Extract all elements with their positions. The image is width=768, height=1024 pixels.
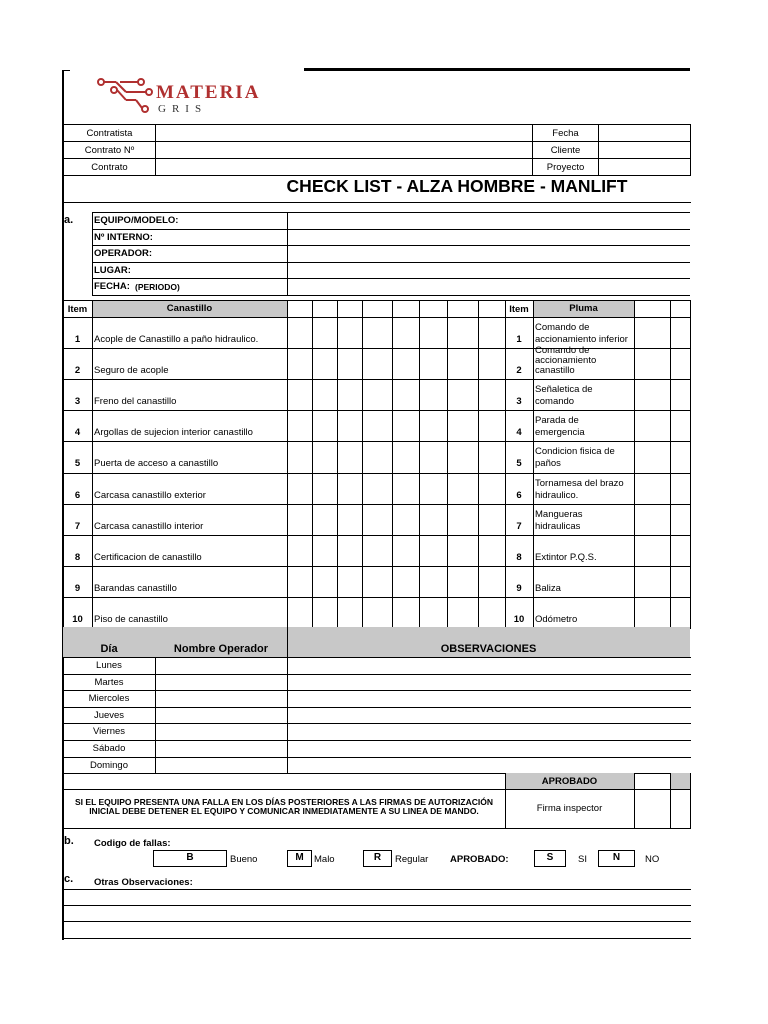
check-cell[interactable] [363, 318, 392, 348]
contrato-no-field[interactable] [156, 142, 533, 159]
item-header: Item [67, 304, 88, 315]
aprobado-cell-bg [670, 773, 690, 789]
cliente-field[interactable] [599, 142, 691, 159]
check-cell[interactable] [635, 380, 670, 410]
operator-name-input[interactable] [156, 708, 286, 724]
item-number: 4 [516, 427, 522, 439]
header-table [63, 124, 691, 176]
item-number: 9 [516, 582, 522, 594]
check-cell[interactable] [393, 474, 419, 504]
check-cell[interactable] [448, 349, 478, 379]
cliente-label: Cliente [533, 142, 599, 159]
pluma-item-label: hidraulico. [535, 489, 579, 501]
check-cell[interactable] [420, 318, 447, 348]
grid-line [63, 828, 691, 829]
grid-line [505, 773, 506, 829]
frame-top-border [304, 68, 690, 71]
item-number: 1 [516, 334, 522, 345]
check-cell[interactable] [393, 567, 419, 597]
check-cell[interactable] [338, 505, 362, 535]
code-b-box: B [153, 850, 227, 867]
check-cell[interactable] [363, 442, 392, 472]
firma-inspector-label: Firma inspector [536, 803, 603, 815]
pluma-header: Pluma [569, 303, 598, 314]
day-label: Miercoles [88, 693, 130, 705]
fecha-label: Fecha [533, 125, 599, 142]
check-cell[interactable] [338, 474, 362, 504]
pluma-item-label: hidraulicas [535, 520, 581, 532]
day-label: Martes [94, 676, 124, 688]
observation-input[interactable] [288, 708, 690, 724]
check-cell[interactable] [448, 536, 478, 566]
check-cell[interactable] [420, 474, 447, 504]
observation-input[interactable] [288, 741, 690, 757]
section-c-label: c. [64, 873, 74, 885]
nombre-operador-header: Nombre Operador [173, 643, 269, 655]
check-cell[interactable] [479, 474, 505, 504]
pluma-item-label: Condicion fisica de [535, 446, 615, 458]
fecha-periodo-label: FECHA: [94, 281, 130, 292]
obs-line-2[interactable] [63, 905, 691, 906]
check-cell[interactable] [671, 349, 690, 379]
item-number: 8 [74, 551, 81, 563]
check-cell[interactable] [338, 442, 362, 472]
item-number: 2 [516, 365, 522, 377]
canastillo-item-label: Seguro de acople [94, 365, 169, 377]
check-cell[interactable] [313, 349, 337, 379]
check-cell[interactable] [288, 442, 312, 472]
check-cell[interactable] [338, 598, 362, 628]
item-number: 10 [72, 613, 83, 625]
check-cell[interactable] [288, 411, 312, 441]
item-number: 3 [516, 396, 522, 408]
frame-top-short [62, 70, 70, 71]
check-cell[interactable] [671, 567, 690, 597]
check-cell[interactable] [338, 536, 362, 566]
pluma-item-label: emergencia [535, 427, 585, 439]
check-cell[interactable] [393, 411, 419, 441]
operator-name-input[interactable] [156, 691, 286, 707]
canastillo-item-label: Carcasa canastillo interior [94, 520, 204, 532]
check-cell[interactable] [288, 474, 312, 504]
observation-input[interactable] [288, 724, 690, 740]
logo [96, 76, 286, 116]
check-cell[interactable] [671, 474, 690, 504]
section-a-field-label: Nº INTERNO: [94, 231, 153, 243]
logo-sub: GRIS [158, 103, 208, 115]
signature-cell[interactable] [671, 790, 690, 827]
pluma-item-label: comando [535, 396, 575, 408]
grid-line [92, 300, 93, 628]
operator-name-input[interactable] [156, 741, 286, 757]
check-cell[interactable] [288, 505, 312, 535]
check-cell[interactable] [635, 474, 670, 504]
observation-input[interactable] [288, 758, 690, 774]
observation-input[interactable] [288, 658, 690, 674]
check-cell[interactable] [288, 598, 312, 628]
check-cell[interactable] [671, 442, 690, 472]
check-cell[interactable] [420, 536, 447, 566]
check-cell[interactable] [448, 318, 478, 348]
check-cell[interactable] [338, 349, 362, 379]
check-cell[interactable] [420, 505, 447, 535]
check-cell[interactable] [313, 598, 337, 628]
item-header: Item [509, 304, 529, 315]
canastillo-item-label: Piso de canastillo [94, 613, 168, 625]
day-label: Sábado [92, 743, 126, 754]
dia-header: Día [100, 643, 118, 655]
grid-line [63, 300, 691, 301]
day-label: Domingo [89, 759, 129, 771]
section-a-field-input[interactable] [288, 246, 690, 261]
canastillo-item-label: Barandas canastillo [94, 582, 177, 594]
section-a-row-line [92, 295, 690, 296]
check-cell[interactable] [479, 536, 505, 566]
section-a-field-input[interactable] [288, 263, 690, 278]
check-cell[interactable] [479, 598, 505, 628]
contratista-label: Contratista [64, 125, 156, 142]
day-label: Lunes [96, 660, 122, 671]
check-cell[interactable] [393, 318, 419, 348]
section-a-field-label: EQUIPO/MODELO: [94, 215, 179, 226]
obs-line-3[interactable] [63, 921, 691, 922]
check-cell[interactable] [635, 536, 670, 566]
item-number: 10 [513, 613, 525, 625]
item-number: 7 [516, 520, 522, 532]
contratista-field[interactable] [156, 125, 533, 142]
pluma-item-label: Comando de [535, 345, 590, 357]
check-cell[interactable] [420, 567, 447, 597]
check-cell[interactable] [288, 536, 312, 566]
section-a-field-label: OPERADOR: [94, 248, 153, 259]
check-cell[interactable] [635, 598, 670, 628]
check-cell[interactable] [393, 380, 419, 410]
fecha-field[interactable] [599, 125, 691, 142]
day-label: Viernes [92, 726, 126, 738]
pluma-item-label: Señaletica de [535, 384, 593, 396]
item-number: 9 [74, 582, 81, 594]
check-cell[interactable] [671, 411, 690, 441]
check-cell[interactable] [420, 411, 447, 441]
check-cell[interactable] [635, 411, 670, 441]
check-cell[interactable] [313, 536, 337, 566]
proyecto-field[interactable] [599, 159, 691, 176]
check-cell[interactable] [363, 536, 392, 566]
si-box[interactable]: S [534, 850, 566, 867]
check-cell[interactable] [313, 474, 337, 504]
canastillo-item-label: Puerta de acceso a canastillo [94, 458, 219, 470]
pluma-item-label: Baliza [535, 582, 561, 594]
code-m-box: M [287, 850, 312, 867]
check-cell[interactable] [313, 567, 337, 597]
operator-name-input[interactable] [156, 724, 286, 740]
no-text: NO [645, 854, 660, 865]
section-a-field-input[interactable] [288, 213, 690, 228]
operator-name-input[interactable] [156, 658, 286, 674]
pluma-item-label: accionamiento [535, 355, 597, 367]
check-cell[interactable] [393, 598, 419, 628]
check-cell[interactable] [671, 380, 690, 410]
contrato-label: Contrato [64, 159, 156, 176]
observation-input[interactable] [288, 675, 690, 691]
check-cell[interactable] [635, 349, 670, 379]
check-cell[interactable] [479, 349, 505, 379]
si-text: SI [578, 854, 587, 865]
check-cell[interactable] [635, 318, 670, 348]
failure-notice: SI EL EQUIPO PRESENTA UNA FALLA EN LOS DÍAS POSTERIORES A LAS FIRMAS DE AUTORIZACIÓN [75, 797, 493, 808]
item-number: 3 [74, 396, 81, 408]
pluma-item-label: accionamiento inferior [535, 334, 628, 345]
grid-line [533, 300, 534, 628]
section-a-field-input[interactable] [288, 230, 690, 245]
check-cell[interactable] [479, 567, 505, 597]
check-cell[interactable] [363, 567, 392, 597]
check-cell[interactable] [479, 380, 505, 410]
code-m-text: Malo [314, 854, 335, 865]
check-cell[interactable] [448, 598, 478, 628]
check-cell[interactable] [420, 598, 447, 628]
check-cell[interactable] [448, 567, 478, 597]
circuit-logo-icon [96, 76, 154, 114]
item-number: 5 [74, 458, 81, 470]
check-cell[interactable] [393, 442, 419, 472]
item-number: 2 [74, 365, 81, 377]
check-cell[interactable] [635, 567, 670, 597]
aprobado-header: APROBADO [541, 776, 598, 788]
check-cell[interactable] [363, 349, 392, 379]
check-cell[interactable] [363, 411, 392, 441]
code-b-text: Bueno [230, 854, 258, 865]
pluma-item-label: Odómetro [535, 613, 578, 625]
check-cell[interactable] [313, 318, 337, 348]
obs-line-4[interactable] [63, 938, 691, 939]
canastillo-item-label: Carcasa canastillo exterior [94, 489, 206, 501]
check-cell[interactable] [420, 442, 447, 472]
periodo-label: (PERIODO) [135, 282, 180, 292]
check-cell[interactable] [313, 380, 337, 410]
pluma-item-label: paños [535, 458, 561, 470]
obs-line-1[interactable] [63, 889, 691, 890]
pluma-item-label: Parada de [535, 415, 579, 427]
section-a-label: a. [64, 214, 74, 226]
check-cell[interactable] [671, 598, 690, 628]
check-cell[interactable] [363, 598, 392, 628]
check-cell[interactable] [420, 349, 447, 379]
operator-name-input[interactable] [156, 675, 286, 691]
check-cell[interactable] [363, 505, 392, 535]
pluma-item-label: Tornamesa del brazo [535, 477, 624, 489]
canastillo-header: Canastillo [166, 303, 213, 314]
canastillo-item-label: Argollas de sujecion interior canastillo [94, 427, 253, 439]
check-cell[interactable] [448, 474, 478, 504]
check-cell[interactable] [393, 536, 419, 566]
item-number: 1 [74, 334, 81, 345]
check-cell[interactable] [288, 567, 312, 597]
pluma-item-label: Comando de [535, 322, 590, 333]
check-cell[interactable] [338, 411, 362, 441]
grid-line [92, 212, 93, 295]
check-cell[interactable] [313, 505, 337, 535]
contrato-field[interactable] [156, 159, 533, 176]
no-box[interactable]: N [598, 850, 635, 867]
canastillo-item-label: Certificacion de canastillo [94, 551, 202, 563]
observation-input[interactable] [288, 691, 690, 707]
contrato-no-label: Contrato Nº [64, 142, 156, 159]
check-cell[interactable] [363, 380, 392, 410]
pluma-item-label: canastillo [535, 365, 575, 377]
day-label: Jueves [93, 709, 125, 721]
section-a-field-label: LUGAR: [94, 264, 131, 276]
check-cell[interactable] [288, 380, 312, 410]
aprobado-label: APROBADO: [450, 854, 509, 865]
check-cell[interactable] [393, 505, 419, 535]
code-r-text: Regular [395, 854, 429, 865]
grid-line [690, 773, 691, 829]
failure-notice: INICIAL DEBE DETENER EL EQUIPO Y COMUNICAR INMEDIATAMENTE A SU LINEA DE MANDO. [89, 806, 479, 817]
grid-line [63, 789, 691, 790]
check-cell[interactable] [635, 442, 670, 472]
section-b-label: b. [64, 835, 74, 847]
check-cell[interactable] [393, 349, 419, 379]
check-cell[interactable] [313, 442, 337, 472]
pluma-item-label: Extintor P.Q.S. [535, 551, 597, 563]
item-number: 5 [516, 458, 522, 470]
check-cell[interactable] [448, 442, 478, 472]
check-cell[interactable] [420, 380, 447, 410]
check-cell[interactable] [671, 318, 690, 348]
check-cell[interactable] [448, 411, 478, 441]
check-cell[interactable] [479, 411, 505, 441]
grid-line [690, 300, 691, 628]
check-cell[interactable] [338, 567, 362, 597]
page-title: CHECK LIST - ALZA HOMBRE - MANLIFT [286, 176, 628, 196]
check-cell[interactable] [448, 505, 478, 535]
check-cell[interactable] [313, 411, 337, 441]
logo-brand: MATERIA [156, 82, 261, 103]
operator-name-input[interactable] [156, 758, 286, 774]
check-cell[interactable] [448, 380, 478, 410]
check-cell[interactable] [479, 442, 505, 472]
check-cell[interactable] [479, 505, 505, 535]
observaciones-header: OBSERVACIONES [440, 643, 537, 655]
code-r-box: R [363, 850, 392, 867]
item-number: 6 [74, 489, 81, 501]
check-cell[interactable] [338, 380, 362, 410]
section-a-field-input[interactable] [288, 279, 690, 294]
pluma-item-label: Mangueras [535, 508, 583, 520]
canastillo-item-label: Freno del canastillo [94, 396, 177, 408]
check-cell[interactable] [338, 318, 362, 348]
codigo-fallas-title: Codigo de fallas: [94, 838, 171, 849]
check-cell[interactable] [363, 474, 392, 504]
item-number: 6 [516, 489, 522, 501]
check-cell[interactable] [288, 349, 312, 379]
title-bottom-border [63, 202, 691, 203]
otras-observaciones-title: Otras Observaciones: [94, 877, 193, 888]
item-number: 8 [516, 551, 522, 563]
proyecto-label: Proyecto [533, 159, 599, 176]
check-cell[interactable] [671, 505, 690, 535]
check-cell[interactable] [671, 536, 690, 566]
item-number: 7 [74, 520, 81, 532]
signature-cell[interactable] [635, 790, 669, 827]
check-cell[interactable] [479, 318, 505, 348]
check-cell[interactable] [635, 505, 670, 535]
check-cell[interactable] [288, 318, 312, 348]
item-number: 4 [74, 427, 81, 439]
canastillo-item-label: Acople de Canastillo a paño hidraulico. [94, 334, 259, 345]
